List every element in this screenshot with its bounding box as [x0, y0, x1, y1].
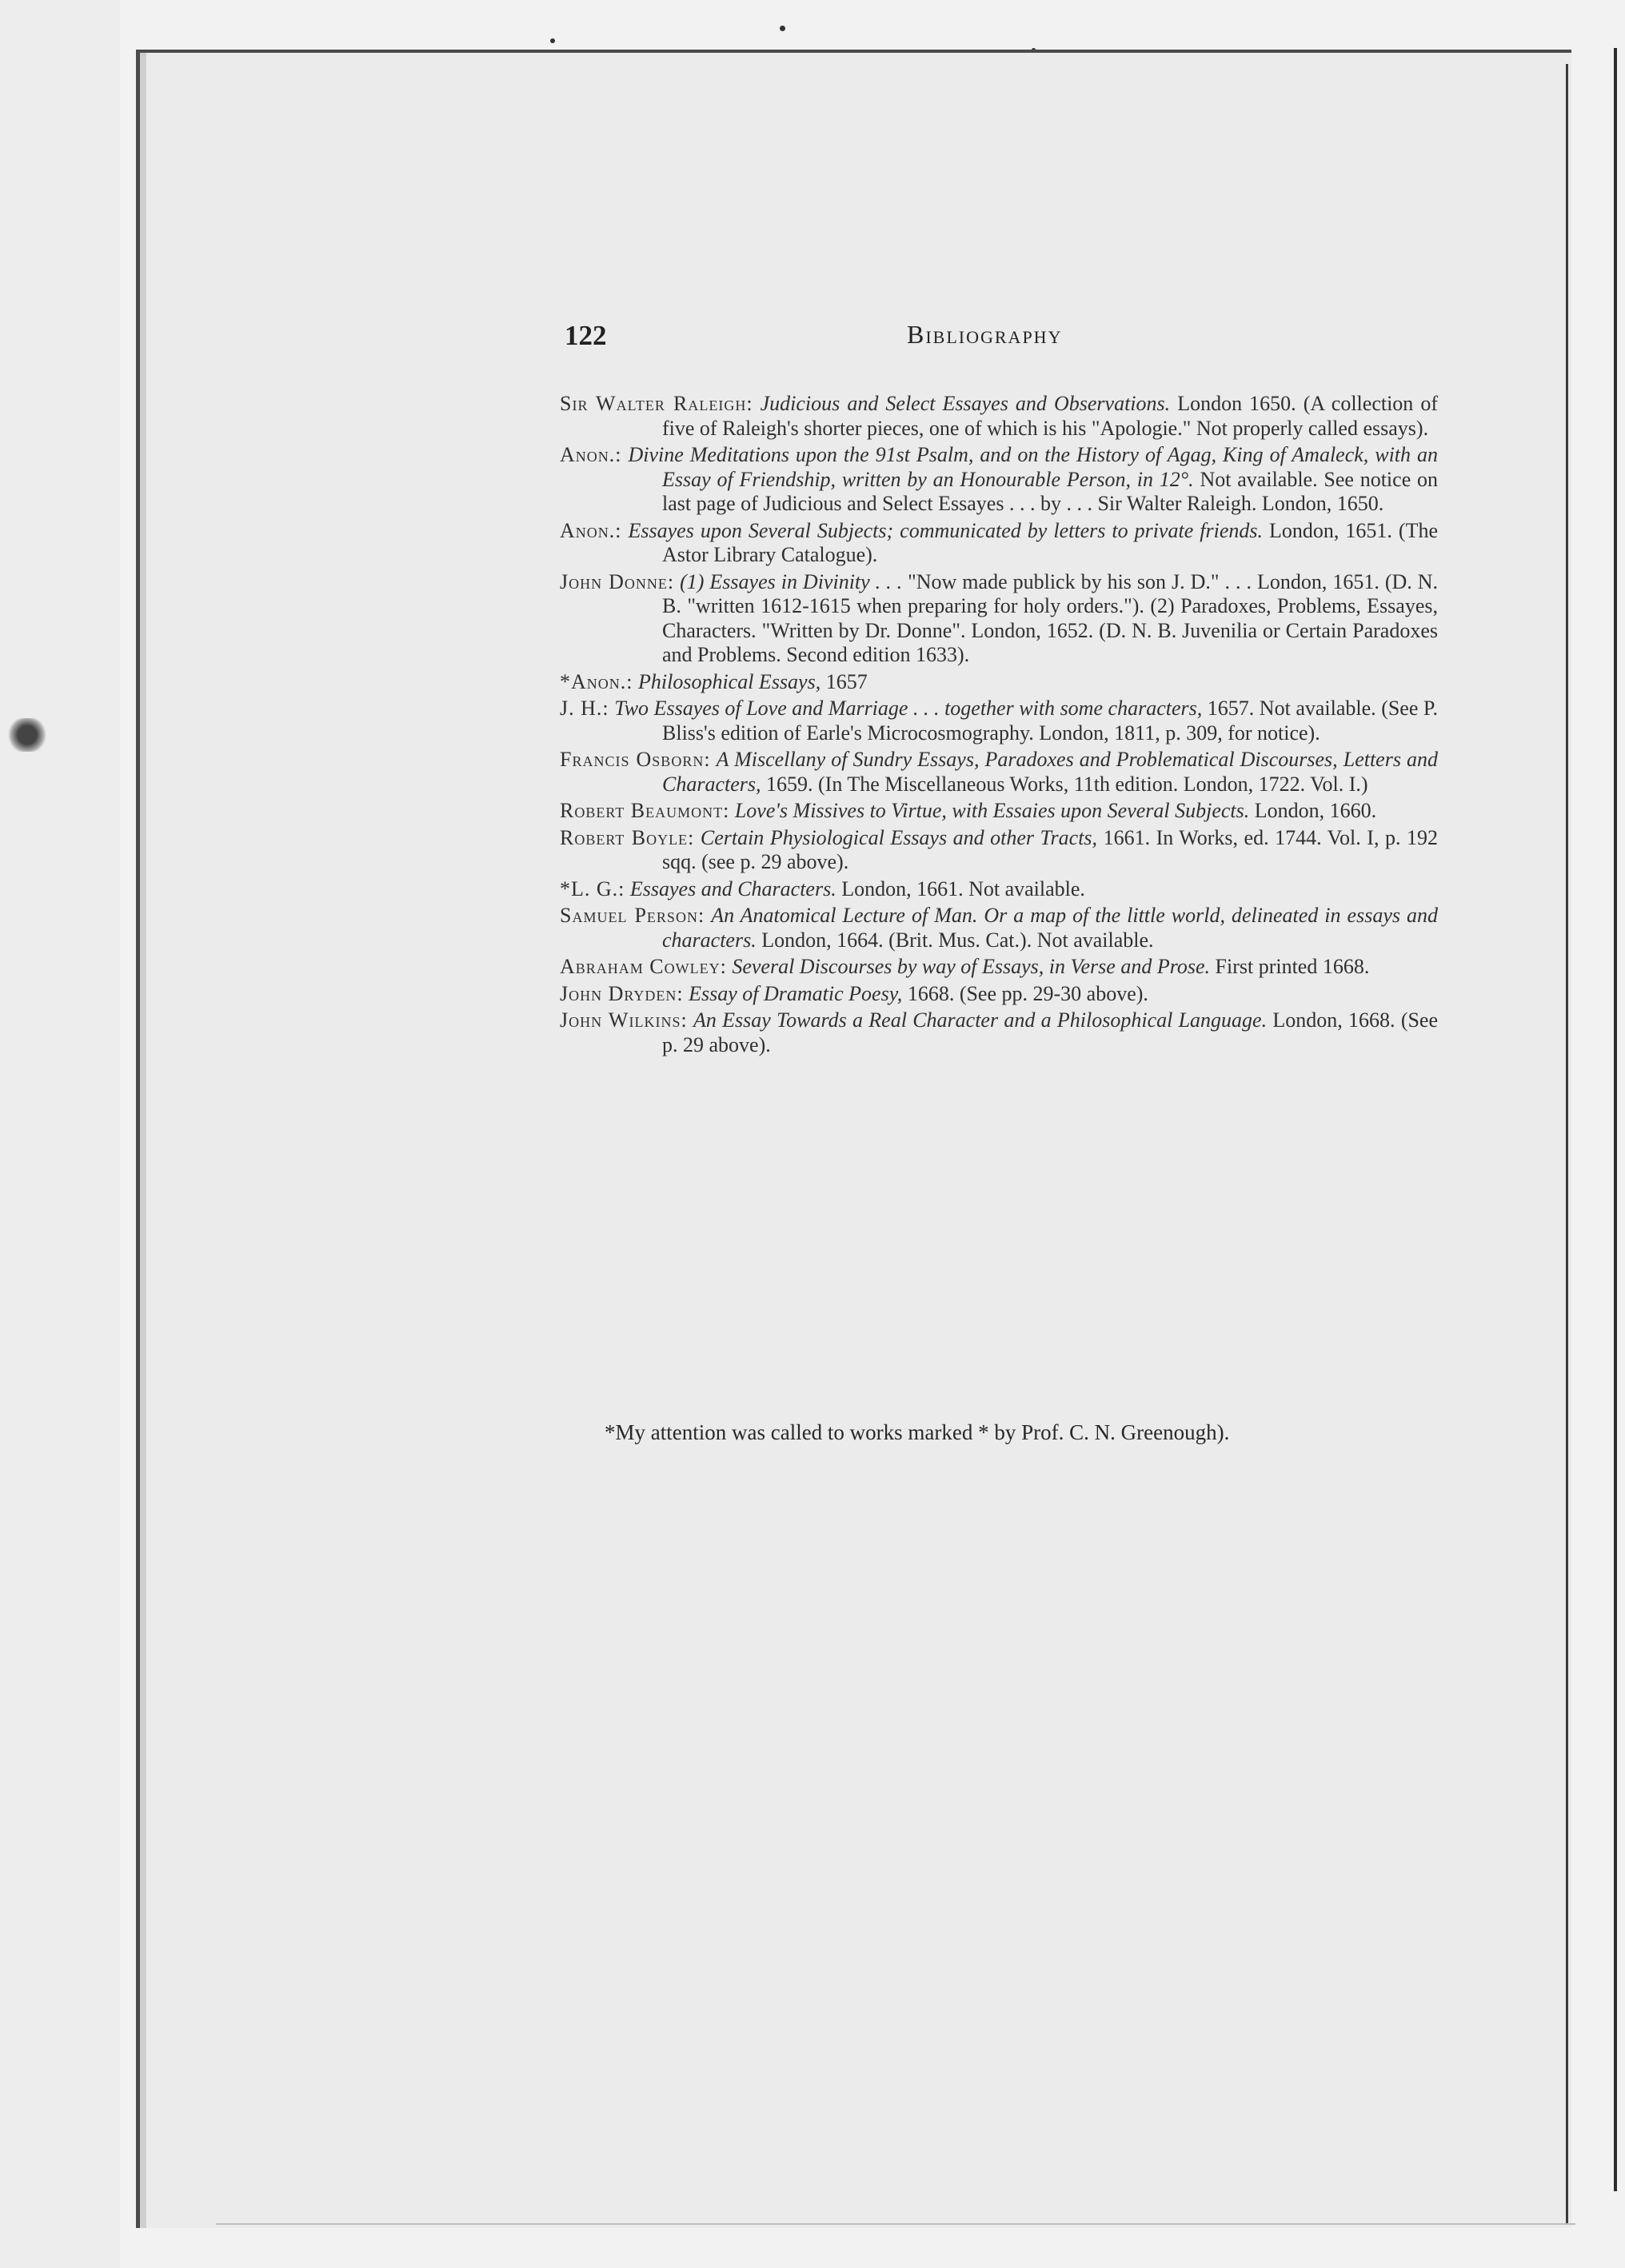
entry-details: London 1650. (A collection of five of Raleigh's shorter pieces, one of which is his "Apologie." Not properly called essays).	[662, 392, 1439, 440]
book-page	[136, 50, 1571, 2228]
entry-title: Philosophical Essays,	[638, 669, 821, 693]
entry-title: Several Discourses by way of Essays, in Verse and Prose.	[732, 955, 1211, 978]
entry-details: London, 1664. (Brit. Mus. Cat.). Not available.	[761, 928, 1154, 952]
entry-details: "Now made publick by his son J. D." . . . London, 1651. (D. N. B. "written 1612-1615 when preparing for holy orders."). (2) Paradoxes, Problems, Essayes, Characters. "Written by Dr. Donne". London, 1652. (D. N. B. Juvenilia or Certain Paradoxes and Problems. Second edition 1633).	[662, 569, 1439, 666]
entry-details: 1657	[825, 669, 868, 693]
bibliography-entry	[560, 1008, 1438, 1057]
entry-title: Essay of Dramatic Poesy,	[689, 981, 903, 1005]
scan-blot	[6, 718, 48, 752]
bibliography-entry	[560, 799, 1438, 824]
bibliography-entry	[560, 519, 1438, 568]
entry-title: A Miscellany of Sundry Essays, Paradoxes and Problematical Discourses, Letters and Characters,	[662, 748, 1439, 796]
entry-title: Love's Missives to Virtue, with Essaies upon Several Subjects.	[734, 799, 1250, 822]
entry-author: John Donne:	[560, 569, 675, 593]
entry-details: London, 1660.	[1254, 799, 1377, 822]
bibliography-entry	[560, 570, 1438, 668]
page-edge-right	[1566, 64, 1568, 2223]
entry-title: Divine Meditations upon the 91st Psalm, and on the History of Agag, King of Amaleck, with an Essay of Friendship, written by an Honourable Person, in 12°.	[628, 443, 1438, 491]
entry-title: Certain Physiological Essays and other Tracts,	[700, 825, 1098, 849]
entry-author: Anon.:	[560, 518, 622, 542]
entry-author: Samuel Person:	[560, 904, 705, 927]
entry-author: *L. G.:	[560, 876, 625, 900]
bibliography-entry	[560, 392, 1438, 441]
entry-author: Robert Beaumont:	[560, 799, 730, 822]
scan-margin-left	[0, 0, 120, 2268]
scan-speck	[550, 38, 555, 43]
bibliography-list	[560, 392, 1438, 1060]
entry-details: 1661. In Works, ed. 1744. Vol. I, p. 192 sqq. (see p. 29 above).	[662, 825, 1438, 873]
bibliography-entry	[560, 443, 1438, 517]
entry-details: 1657. Not available. (See P. Bliss's edition of Earle's Microcosmography. London, 1811, p. 309, for notice).	[662, 697, 1438, 745]
entry-author: Sir Walter Raleigh:	[560, 392, 753, 415]
entry-author: Abraham Cowley:	[560, 955, 727, 978]
entry-author: John Wilkins:	[560, 1008, 688, 1032]
entry-author: Anon.:	[560, 443, 622, 466]
entry-author: Robert Boyle:	[560, 825, 695, 849]
bibliography-entry	[560, 670, 1438, 695]
bibliography-entry	[560, 877, 1438, 902]
bibliography-entry	[560, 697, 1438, 745]
entry-author: *Anon.:	[560, 669, 633, 693]
entry-title: An Essay Towards a Real Character and a Philosophical Language.	[693, 1008, 1268, 1032]
bibliography-entry	[560, 982, 1438, 1007]
entry-details: London, 1668. (See p. 29 above).	[662, 1008, 1439, 1056]
page-edge-bottom	[216, 2223, 1575, 2225]
bibliography-entry	[560, 826, 1438, 875]
entry-title: An Anatomical Lecture of Man. Or a map of the little world, delineated in essays and characters.	[662, 904, 1438, 952]
scan-speck	[780, 26, 785, 31]
entry-title: Essayes and Characters.	[629, 876, 836, 900]
page-number: 122	[565, 320, 607, 351]
entry-author: John Dryden:	[560, 981, 684, 1005]
entry-details: 1668. (See pp. 29-30 above).	[907, 981, 1148, 1005]
bibliography-entry	[560, 904, 1438, 952]
entry-author: J. H.:	[560, 697, 609, 720]
entry-title: Two Essayes of Love and Marriage . . . together with some characters,	[614, 697, 1203, 720]
entry-title: Judicious and Select Essayes and Observations.	[760, 392, 1171, 415]
entry-details: London, 1651. (The Astor Library Catalogue).	[662, 518, 1438, 566]
entry-details: First printed 1668.	[1215, 955, 1370, 978]
page-header	[565, 320, 1436, 368]
entry-details: Not available. See notice on last page of Judicious and Select Essayes . . . by . . . Sir Walter Raleigh. London, 1650.	[662, 467, 1439, 515]
facing-page-edge	[1614, 48, 1617, 2191]
footnote: *My attention was called to works marked * by Prof. C. N. Greenough).	[605, 1420, 1230, 1444]
entry-title: (1) Essayes in Divinity . . .	[680, 569, 903, 593]
entry-title: Essayes upon Several Subjects; communicated by letters to private friends.	[628, 518, 1263, 542]
entry-details: 1659. (In The Miscellaneous Works, 11th edition. London, 1722. Vol. I.)	[766, 772, 1368, 796]
bibliography-entry	[560, 955, 1438, 980]
entry-details: London, 1661. Not available.	[841, 876, 1085, 900]
running-title: Bibliography	[907, 320, 1063, 349]
entry-author: Francis Osborn:	[560, 748, 711, 771]
bibliography-entry	[560, 748, 1438, 797]
